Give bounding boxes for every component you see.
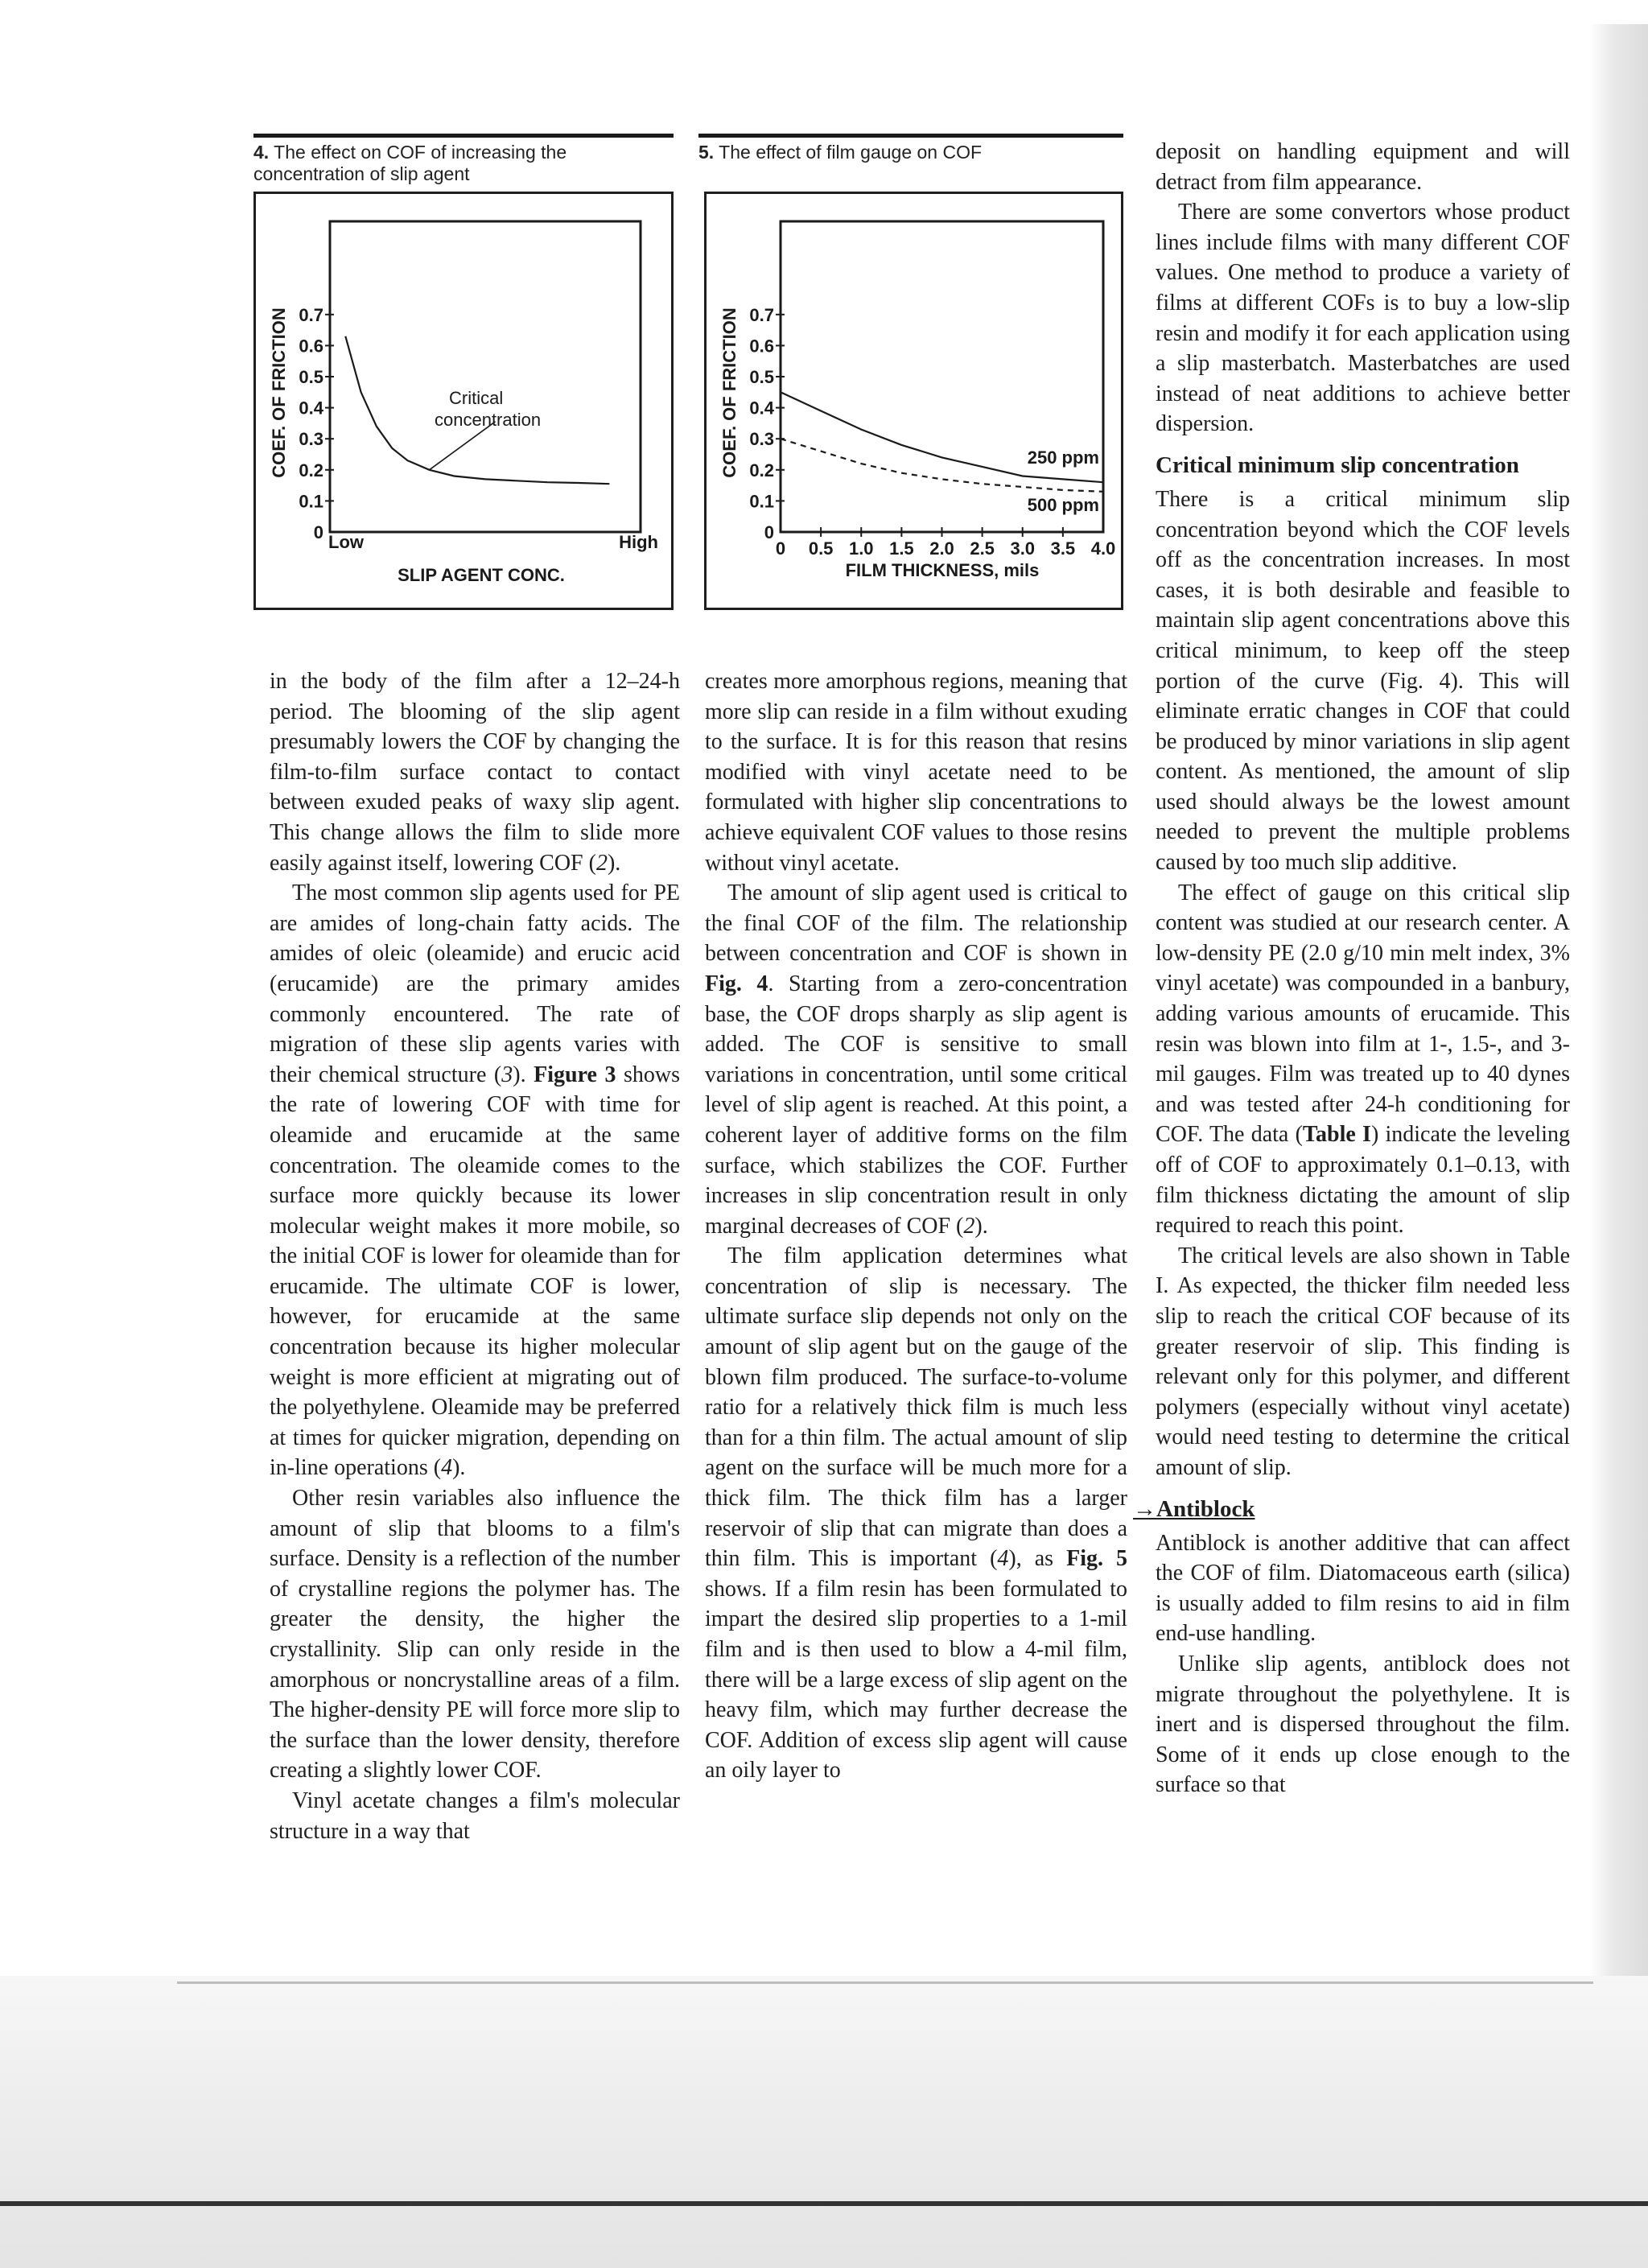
fig5-x-tick-label: 3.0: [1010, 538, 1036, 559]
fig5-x-tick-label: 0: [775, 538, 786, 559]
col3-heading-critical-minimum: Critical minimum slip concentration: [1156, 452, 1519, 478]
fig5-caption: [698, 142, 1123, 163]
fig4-y-tick-label: 0.1: [299, 491, 323, 512]
fig4-caption-text: The effect on COF of increasing the concentration of slip agent: [253, 142, 567, 184]
fig5-y-tick-label: 0.6: [749, 336, 774, 357]
fig4-y-tick-label: 0.7: [299, 304, 323, 325]
fig4-number: 4.: [253, 142, 270, 163]
col2-paragraph-2: The amount of slip agent used is critical to the final COF of the film. The relationship between concentration and COF is shown in Fig. 4. Starting from a zero-concentration base, the COF drops sharply as slip agent is added. The COF is sensitive to small variations in concentration, until some critical level of slip agent is reached. At this point, a coherent layer of additive forms on the film surface, which stabilizes the COF. Further increases in slip concentration result in only marginal decreases of COF (2).: [705, 880, 1127, 1239]
fig4-y-tick-label: 0.2: [299, 460, 323, 480]
fig5-y-tick-label: 0.4: [749, 398, 774, 419]
fig5-series-1-line: [781, 392, 1103, 482]
col3-paragraph-6: Antiblock is another additive that can affect the COF of film. Diatomaceous earth (silica) is usually added to film resins to aid in film end-use handling.: [1156, 1530, 1570, 1647]
col3-paragraph-5: The critical levels are also shown in Table I. As expected, the thicker film needed less slip to reach the critical COF because of its greater reservoir of slip. This finding is relevant only for this polymer, and different polymers (especially without vinyl acetate) would need testing to determine the critical amount of slip.: [1156, 1243, 1570, 1480]
fig4-x-tick-label: Low: [328, 532, 364, 552]
fig4-annotation-line2: concentration: [435, 410, 542, 430]
fig5-x-axis-label: FILM THICKNESS, mils: [845, 560, 1040, 580]
fig5-y-axis-label: COEF. OF FRICTION: [719, 307, 740, 478]
col3-paragraph-2: There are some convertors whose product lines include films with many different COF values. One method to produce a variety of films at different COFs is to buy a low-slip resin and modify it for each application using a slip masterbatch. Masterbatches are used instead of neat additions to achieve better dispersion.: [1156, 200, 1570, 437]
col2-paragraph-1: creates more amorphous regions, meaning that more slip can reside in a film without exuding to the surface. It is for this reason that resins modified with vinyl acetate need to be formulated with higher slip concentrations to achieve equivalent COF values to those resins without vinyl acetate.: [705, 669, 1127, 876]
fig5-y-tick-label: 0.7: [749, 304, 774, 325]
fig5-y-tick-label: 0.3: [749, 429, 774, 450]
scan-edge-shadow: [1589, 24, 1648, 2004]
fig5-series-1-label: 250 ppm: [1027, 447, 1099, 468]
fig4-plot-area: [330, 221, 641, 532]
fig5-y-tick-label: 0: [764, 522, 774, 542]
fig5-chart: [707, 194, 1121, 608]
fig4-y-tick-label: 0.5: [299, 367, 323, 387]
fig5-x-tick-label: 1.5: [889, 538, 914, 559]
column-1: [270, 666, 680, 1846]
fig4-y-tick-label: 0.4: [299, 398, 323, 419]
antiblock-heading-text: Antiblock: [1156, 1495, 1255, 1522]
fig5-x-tick-label: 1.0: [848, 538, 874, 559]
col3-paragraph-4: The effect of gauge on this critical slip content was studied at our research center. A low-density PE (2.0 g/10 min melt index, 3% vinyl acetate) was compounded in a banbury, adding various amounts of erucamide. This resin was blown into film at 1-, 1.5-, and 3-mil gauges. Film was treated up to 40 dynes and was tested after 24-h conditioning for COF. The data (Table I) indicate the leveling off of COF to approximately 0.1–0.13, with film thickness dictating the amount of slip required to reach this point.: [1156, 880, 1570, 1239]
column-2: [705, 666, 1127, 1786]
col3-paragraph-7: Unlike slip agents, antiblock does not migrate throughout the polyethylene. It is inert and is dispersed throughout the film. Some of it ends up close enough to the surface so that: [1156, 1651, 1570, 1798]
handwritten-arrow-icon: →: [1133, 1495, 1156, 1522]
scan-bottom-area: [0, 1976, 1648, 2268]
fig4-top-rule: [253, 134, 674, 138]
fig5-y-tick-label: 0.5: [749, 367, 774, 387]
column-3: [1133, 137, 1570, 1800]
fig5-chart-frame: [704, 192, 1123, 610]
fig4-y-axis-label: COEF. OF FRICTION: [269, 307, 289, 478]
col3-paragraph-1: deposit on handling equipment and will detract from film appearance.: [1156, 139, 1570, 195]
fig5-number: 5.: [698, 142, 715, 163]
fig5-caption-text: The effect of film gauge on COF: [719, 142, 983, 163]
col1-paragraph-3: Other resin variables also influence the amount of slip that blooms to a film's surface. Density is a reflection of the number of crystalline regions the polymer has. The greater the density, the higher the crystallinity. Slip can only reside in the amorphous or noncrystalline areas of a film. The higher-density PE will force more slip to the surface than the lower density, therefore creating a slightly lower COF.: [270, 1486, 680, 1783]
col1-paragraph-2: The most common slip agents used for PE are amides of long-chain fatty acids. The amides of oleic (oleamide) and erucic acid (erucamide) are the primary amides commonly encountered. The rate of migration of these slip agents varies with their chemical structure (3). Figure 3 shows the rate of lowering COF with time for oleamide and erucamide at the same concentration. The oleamide comes to the surface more quickly because its lower molecular weight makes it more mobile, so the initial COF is lower for oleamide than for erucamide. The ultimate COF is lower, however, for erucamide at the same concentration because its higher molecular weight is more efficient at migrating out of the polyethylene. Oleamide may be preferred at times for quicker migration, depending on in-line operations (4).: [270, 880, 680, 1481]
col2-paragraph-3: The film application determines what concentration of slip is necessary. The ultimate surface slip depends not only on the amount of slip agent but on the gauge of the blown film produced. The surface-to-volume ratio for a relatively thick film is much less than for a thin film. The actual amount of slip agent on the surface will be much more for a thick film. The thick film has a larger reservoir of slip that can migrate than does a thin film. This is important (4), as Fig. 5 shows. If a film resin has been formulated to impart the desired slip properties to a 1-mil film and is then used to blow a 4-mil film, there will be a large excess of slip agent on the heavy film, which may further decrease the COF. Addition of excess slip agent will cause an oily layer to: [705, 1243, 1127, 1783]
fig5-x-tick-label: 4.0: [1090, 538, 1116, 559]
fig5-y-tick-label: 0.2: [749, 460, 774, 480]
fig4-y-tick-label: 0.6: [299, 336, 323, 357]
fig5-plot-area: [781, 221, 1103, 532]
scan-page-edge: [177, 1981, 1593, 1984]
fig4-annotation-line1: Critical: [449, 388, 504, 408]
fig4-x-tick-label: High: [619, 532, 658, 552]
fig4-chart-frame: [253, 192, 674, 610]
scan-bottom-bar: [0, 2201, 1648, 2206]
fig5-x-tick-label: 2.5: [970, 538, 995, 559]
fig5-x-tick-label: 2.0: [929, 538, 954, 559]
fig4-y-tick-label: 0: [313, 522, 323, 542]
fig5-x-tick-label: 0.5: [808, 538, 834, 559]
fig5-y-tick-label: 0.1: [749, 491, 774, 512]
col3-paragraph-3: There is a critical minimum slip concentration beyond which the COF levels off as the concentration increases. In most cases, it is both desirable and feasible to maintain slip agent concentrations above this critical minimum, to keep off the steep portion of the curve (Fig. 4). This will eliminate erratic changes in COF that could be produced by minor variations in slip agent content. As mentioned, the amount of slip used should always be the lowest amount needed to prevent the multiple problems caused by too much slip additive.: [1156, 486, 1570, 876]
fig5-x-tick-label: 3.5: [1050, 538, 1076, 559]
fig4-x-axis-label: SLIP AGENT CONC.: [398, 565, 565, 585]
fig5-top-rule: [698, 134, 1123, 138]
col3-heading-antiblock: [1133, 1495, 1570, 1524]
fig4-y-tick-label: 0.3: [299, 429, 323, 450]
col1-paragraph-1: in the body of the film after a 12–24-h period. The blooming of the slip agent presumably lowers the COF by changing the film-to-film surface contact to contact between exuded peaks of waxy slip agent. This change allows the film to slide more easily against itself, lowering COF (2).: [270, 669, 680, 876]
fig5-series-2-label: 500 ppm: [1027, 495, 1099, 515]
fig4-chart: [256, 194, 671, 608]
col1-paragraph-4: Vinyl acetate changes a film's molecular structure in a way that: [270, 1788, 680, 1844]
fig4-caption: [253, 142, 674, 185]
